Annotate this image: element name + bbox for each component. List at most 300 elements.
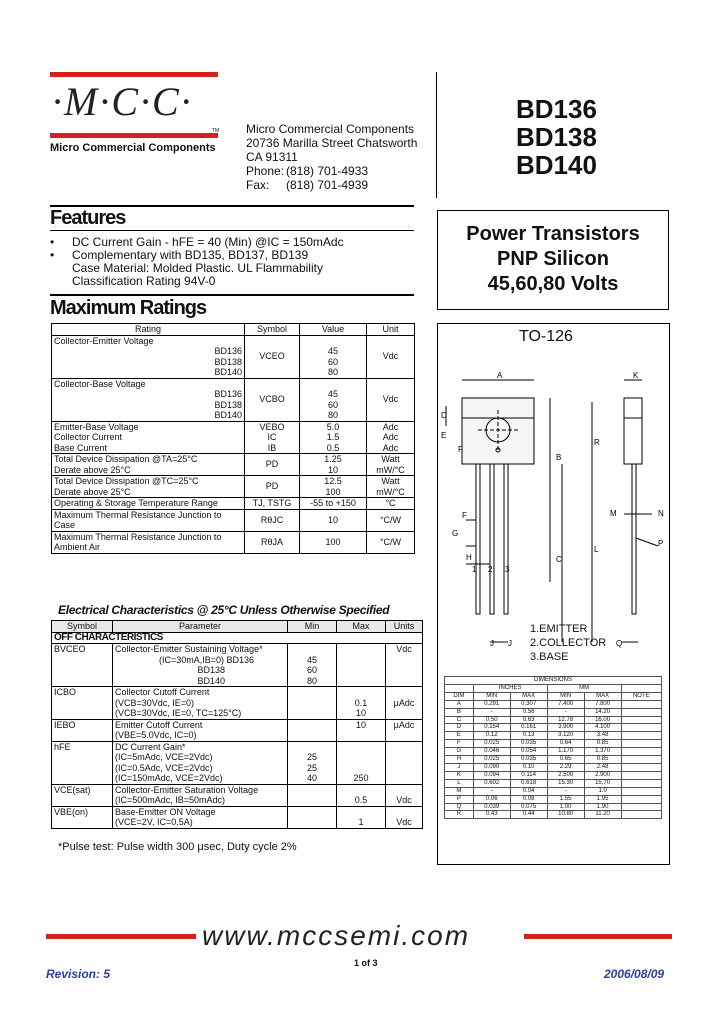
dim-cell: 0.039 — [473, 803, 510, 811]
header-cell: NOTE — [621, 692, 661, 700]
unit: Vdc — [396, 795, 412, 805]
dim-cell: 3.900 — [547, 724, 584, 732]
table-row — [52, 644, 423, 687]
dim-cell: 16.00 — [584, 716, 621, 724]
param-line: (VCB=30Vdc, IE=0) — [115, 697, 195, 708]
dim-cell: 0.161 — [510, 724, 547, 732]
legend-item: 1.EMITTER — [530, 623, 588, 635]
unit: Adc — [382, 421, 399, 432]
dimensions-table — [444, 676, 662, 819]
page-number: 1 of 3 — [354, 958, 378, 968]
table-row — [445, 724, 662, 732]
max-cell — [337, 741, 386, 784]
table-row — [445, 811, 662, 819]
symbol-cell: VCBO — [245, 378, 300, 421]
value-cell — [300, 335, 367, 378]
part-number: BD140 — [516, 150, 597, 180]
rating-text: Case — [54, 520, 76, 530]
dim-label-K: K — [633, 371, 639, 380]
part-number: BD138 — [516, 122, 597, 152]
dim-cell: 0.094 — [473, 771, 510, 779]
dim-cell: K — [445, 771, 474, 779]
rating-cell — [52, 476, 245, 498]
fax-label: Fax: — [246, 178, 270, 192]
value-cell: 100 — [300, 531, 367, 553]
lead-1 — [476, 464, 480, 614]
fax-row — [246, 178, 417, 192]
value: 60 — [327, 356, 338, 367]
unit: Adc — [382, 442, 399, 453]
date: 2006/08/09 — [604, 967, 665, 981]
description-line: 45,60,80 Volts — [487, 273, 619, 295]
dim-cell — [621, 779, 661, 787]
feature-cont: Case Material: Molded Plastic. UL Flammability — [72, 261, 323, 275]
symbol-cell: ICBO — [52, 687, 113, 720]
dim-label-P: P — [658, 539, 664, 548]
dim-cell: 1.95 — [584, 795, 621, 803]
dim-cell: - — [547, 787, 584, 795]
value: 45 — [327, 346, 338, 356]
address-line: CA 91311 — [246, 150, 298, 164]
address-block — [246, 122, 417, 192]
table-row — [52, 741, 423, 784]
legend-item: 3.BASE — [530, 651, 569, 663]
dim-cell: 2.29 — [547, 763, 584, 771]
description-box — [437, 210, 669, 310]
dim-cell: C — [445, 716, 474, 724]
trademark: TM — [212, 128, 220, 134]
param-line: (IC=500mAdc, IB=50mAdc) — [115, 795, 226, 805]
dim-cell: 3.120 — [547, 732, 584, 740]
dim-cell: 10.80 — [547, 811, 584, 819]
table-row — [445, 795, 662, 803]
header-cell: Min — [288, 621, 337, 633]
param-cell — [113, 741, 288, 784]
rating-text: Derate above 25°C — [54, 486, 131, 497]
table-row — [52, 378, 415, 421]
param-cell — [113, 719, 288, 741]
table-row — [445, 748, 662, 756]
dim-cell: G — [445, 748, 474, 756]
lead-3 — [504, 464, 508, 614]
revision: Revision: 5 — [46, 967, 111, 981]
rating-text: Collector-Base Voltage — [54, 378, 146, 389]
dim-cell: 0.85 — [584, 740, 621, 748]
phone-row — [246, 164, 417, 178]
symbol: IC — [267, 432, 277, 442]
dim-label-M: M — [610, 509, 617, 518]
max-cell — [337, 644, 386, 687]
dim-cell: 0.307 — [510, 700, 547, 708]
table-group-row — [445, 684, 662, 692]
header-cell: Unit — [367, 324, 415, 336]
dim-cell: 4.100 — [584, 724, 621, 732]
unit: Watt — [381, 454, 400, 464]
dim-cell: 0.43 — [473, 811, 510, 819]
param-line: (IC=5mAdc, VCE=2Vdc) — [115, 752, 213, 762]
table-row — [445, 779, 662, 787]
dim-cell — [621, 811, 661, 819]
rating-cell — [52, 421, 245, 454]
logo-bottom-bar — [50, 133, 218, 138]
dim-cell: 2.48 — [584, 763, 621, 771]
unit-cell: μAdc — [386, 719, 423, 741]
dim-cell: 0.046 — [473, 748, 510, 756]
value: 250 — [353, 773, 369, 783]
elec-title: Electrical Characteristics @ 25°C Unless Otherwise Specified — [58, 603, 390, 617]
pin-label-1: 1 — [472, 565, 477, 574]
dim-cell: 0.090 — [473, 763, 510, 771]
dim-cell: 1.170 — [547, 748, 584, 756]
unit: Adc — [382, 432, 399, 442]
dim-cell: 0.64 — [547, 740, 584, 748]
table-row — [445, 787, 662, 795]
dim-cell — [621, 732, 661, 740]
param-cell — [113, 644, 288, 687]
dim-cell: 0.025 — [473, 740, 510, 748]
param-line: (IC=0.5Adc, VCE=2Vdc) — [115, 762, 213, 773]
unit-cell — [386, 741, 423, 784]
symbol-cell: RθJA — [245, 531, 300, 553]
value: 12.5 — [324, 476, 342, 486]
unit-cell — [386, 806, 423, 828]
table-row — [445, 708, 662, 716]
symbol: IB — [267, 442, 277, 453]
variant: BD136 — [214, 389, 242, 399]
phone-label: Phone: — [246, 164, 285, 178]
dim-cell: - — [473, 708, 510, 716]
min-cell — [288, 719, 337, 741]
param-line: BD140 — [197, 675, 225, 686]
dim-cell: 0.154 — [473, 724, 510, 732]
max-cell: 10 — [337, 719, 386, 741]
dim-cell — [621, 724, 661, 732]
section-label: OFF CHARACTERISTICS — [52, 632, 423, 644]
header-cell: MAX — [510, 692, 547, 700]
rating-text: Base Current — [54, 442, 108, 453]
value: 25 — [306, 752, 317, 762]
dim-cell: 12.78 — [547, 716, 584, 724]
dim-label-B: B — [556, 453, 562, 462]
param-line: DC Current Gain* — [115, 741, 186, 752]
table-row — [445, 803, 662, 811]
symbol-cell: BVCEO — [52, 644, 113, 687]
param-line: (VCB=30Vdc, IE=0, TC=125°C) — [115, 708, 242, 718]
value: 0.1 — [354, 697, 368, 708]
dim-cell: 0.08 — [510, 795, 547, 803]
unit-cell: °C/W — [367, 531, 415, 553]
table-row — [52, 335, 415, 378]
header-cell: DIM — [445, 692, 474, 700]
unit-cell: °C/W — [367, 509, 415, 531]
header-cell: Rating — [52, 324, 245, 336]
dim-cell: - — [547, 708, 584, 716]
dim-cell: D — [445, 724, 474, 732]
symbol: VEBO — [259, 421, 285, 432]
symbol-cell: VCEO — [245, 335, 300, 378]
dim-cell: 11.20 — [584, 811, 621, 819]
symbol-cell: IEBO — [52, 719, 113, 741]
header-cell: MIN — [473, 692, 510, 700]
dim-cell: J — [445, 763, 474, 771]
variant: BD138 — [214, 356, 242, 367]
footer-bar-left — [46, 934, 196, 939]
bullet-icon: • — [50, 248, 55, 262]
rating-text: Derate above 25°C — [54, 464, 131, 475]
elec-table — [51, 620, 423, 829]
dim-cell: 0.602 — [473, 779, 510, 787]
unit: Watt — [381, 476, 400, 486]
feature-text: Complementary with BD135, BD137, BD139 — [72, 248, 309, 262]
rating-text: Total Device Dissipation @TA=25°C — [54, 454, 198, 464]
symbol-cell: PD — [245, 476, 300, 498]
dim-label-J: J — [490, 639, 494, 648]
address-line: Micro Commercial Components — [246, 122, 415, 136]
rating-cell — [52, 335, 245, 378]
value-cell — [300, 476, 367, 498]
feature-cont: Classification Rating 94V-0 — [72, 274, 216, 288]
dim-label-R: R — [594, 438, 600, 447]
dim-cell: 0.04 — [510, 787, 547, 795]
value: 25 — [306, 762, 317, 773]
table-row — [52, 454, 415, 476]
pin-label-2: 2 — [488, 565, 493, 574]
dim-cell: B — [445, 708, 474, 716]
max-ratings-title: Maximum Ratings — [50, 297, 207, 319]
unit: mW/°C — [376, 464, 405, 475]
dim-label-Q: Q — [616, 639, 623, 648]
table-row — [445, 771, 662, 779]
dim-cell: 0.12 — [473, 732, 510, 740]
company-name: Micro Commercial Components — [50, 142, 216, 154]
max-ratings-rule — [50, 294, 414, 296]
value-cell — [300, 378, 367, 421]
table-row — [445, 732, 662, 740]
logo-top-bar — [50, 72, 218, 77]
table-row — [445, 763, 662, 771]
features-list — [50, 236, 420, 288]
dim-cell: 0.50 — [473, 716, 510, 724]
dim-cell: 0.054 — [510, 748, 547, 756]
value: 80 — [327, 410, 338, 420]
table-row — [52, 531, 415, 553]
value-cell — [300, 454, 367, 476]
value: 80 — [327, 367, 338, 377]
value: 40 — [306, 773, 317, 783]
min-cell — [288, 806, 337, 828]
features-rule-bottom — [50, 230, 414, 231]
package-drawing — [438, 350, 666, 650]
max-cell — [337, 806, 386, 828]
group-header: INCHES — [473, 684, 547, 692]
dim-cell: 0.291 — [473, 700, 510, 708]
dim-cell: 2.900 — [584, 771, 621, 779]
value-cell: -55 to +150 — [300, 498, 367, 510]
dim-label-J2: J — [508, 639, 512, 648]
legend-item: 2.COLLECTOR — [530, 637, 607, 649]
pin-label-3: 3 — [505, 565, 510, 574]
table-row — [445, 700, 662, 708]
min-cell — [288, 741, 337, 784]
dim-cell: Q — [445, 803, 474, 811]
param-cell — [113, 687, 288, 720]
rating-text: Ambient Air — [54, 542, 101, 552]
symbol-cell: RθJC — [245, 509, 300, 531]
dim-cell — [621, 771, 661, 779]
unit-cell: Vdc — [367, 378, 415, 421]
table-row — [52, 784, 423, 806]
dim-cell: R — [445, 811, 474, 819]
param-line: Base-Emitter ON Voltage — [115, 806, 216, 817]
table-row — [52, 687, 423, 720]
table-header-row — [52, 621, 423, 633]
rating-text: Maximum Thermal Resistance Junction to — [54, 531, 222, 542]
dim-cell: 7.800 — [584, 700, 621, 708]
group-header: MM — [547, 684, 621, 692]
variant: BD136 — [214, 346, 242, 356]
value: 60 — [306, 665, 317, 675]
rating-text: Total Device Dissipation @TC=25°C — [54, 476, 199, 486]
rating-text: Maximum Thermal Resistance Junction to — [54, 509, 222, 520]
description-line: PNP Silicon — [497, 248, 609, 270]
dim-label-G: G — [452, 529, 459, 538]
blank-cell — [621, 684, 661, 692]
symbol-cell: VCE(sat) — [52, 784, 113, 806]
param-line: (VCE=2V, IC=0.5A) — [115, 817, 193, 827]
header-cell: Value — [300, 324, 367, 336]
footer-bar-right — [524, 934, 672, 939]
unit-cell — [367, 476, 415, 498]
table-row — [445, 756, 662, 764]
table-title: DIMENSIONS — [445, 677, 662, 685]
param-cell — [113, 784, 288, 806]
unit-cell: Vdc — [386, 644, 423, 687]
dim-cell: 1.0 — [584, 787, 621, 795]
rating-cell — [52, 454, 245, 476]
rating-text: Collector Current — [54, 432, 123, 442]
features-title: Features — [50, 207, 126, 229]
unit-cell — [367, 421, 415, 454]
dim-cell — [621, 756, 661, 764]
value: 1.5 — [326, 432, 340, 442]
param-line: (IC=30mA,IB=0) BD136 — [159, 654, 255, 665]
dim-cell: L — [445, 779, 474, 787]
param-line: (IC=150mAdc, VCE=2Vdc) — [115, 773, 223, 783]
dim-cell: 0.56 — [510, 708, 547, 716]
feature-text: DC Current Gain - hFE = 40 (Min) @IC = 150mAdc — [72, 235, 344, 249]
dim-label-E: E — [441, 431, 447, 440]
website-link[interactable]: www.mccsemi.com — [202, 920, 471, 951]
unit-cell: μAdc — [386, 687, 423, 720]
header-cell: Symbol — [52, 621, 113, 633]
dim-cell: 0.44 — [510, 811, 547, 819]
phone-number: (818) 701-4933 — [286, 164, 369, 178]
dim-cell — [621, 700, 661, 708]
symbol-cell — [245, 421, 300, 454]
dim-cell: 0.618 — [510, 779, 547, 787]
param-line: Collector-Emitter Sustaining Voltage* — [115, 644, 263, 654]
symbol-cell: hFE — [52, 741, 113, 784]
dim-cell: 15.30 — [547, 779, 584, 787]
value: 1 — [358, 817, 364, 827]
dim-label-L: L — [594, 545, 599, 554]
header-cell: Units — [386, 621, 423, 633]
dim-cell: 0.035 — [510, 740, 547, 748]
param-line: Collector Cutoff Current — [115, 687, 210, 697]
dim-cell — [621, 708, 661, 716]
param-line: (VBE=5.0Vdc, IC=0) — [115, 730, 197, 740]
value: 10 — [327, 464, 338, 475]
value-cell: 10 — [300, 509, 367, 531]
unit: Vdc — [396, 817, 412, 827]
dim-cell: M — [445, 787, 474, 795]
dim-cell: 0.114 — [510, 771, 547, 779]
dim-cell: 7.400 — [547, 700, 584, 708]
header-cell: Max — [337, 621, 386, 633]
table-row — [445, 716, 662, 724]
dim-cell: 0.85 — [584, 756, 621, 764]
rating-cell — [52, 378, 245, 421]
dim-label-A: A — [497, 371, 503, 380]
dim-cell: E — [445, 732, 474, 740]
dim-cell: H — [445, 756, 474, 764]
param-cell — [113, 806, 288, 828]
max-cell — [337, 687, 386, 720]
unit-cell: °C — [367, 498, 415, 510]
dim-cell: - — [473, 787, 510, 795]
dim-cell: 0.06 — [473, 795, 510, 803]
table-row — [52, 806, 423, 828]
dim-cell: 3.48 — [584, 732, 621, 740]
description-line: Power Transistors — [466, 223, 640, 245]
table-header-row — [52, 324, 415, 336]
dim-cell: 1.90 — [584, 803, 621, 811]
dim-cell — [621, 740, 661, 748]
table-row — [52, 509, 415, 531]
dim-cell — [621, 795, 661, 803]
table-title-row — [445, 677, 662, 685]
dim-cell: 2.500 — [547, 771, 584, 779]
dim-cell: 14.20 — [584, 708, 621, 716]
param-line: BD138 — [197, 665, 225, 675]
dim-cell — [621, 763, 661, 771]
unit-cell — [386, 784, 423, 806]
min-cell — [288, 644, 337, 687]
table-header-row — [445, 692, 662, 700]
dim-cell: F — [445, 740, 474, 748]
dim-cell: 0.075 — [510, 803, 547, 811]
dim-cell: 0.13 — [510, 732, 547, 740]
value: 100 — [325, 486, 341, 497]
dim-cell: A — [445, 700, 474, 708]
value: 45 — [306, 654, 317, 665]
bullet-icon: • — [50, 235, 55, 249]
value: 1.25 — [324, 454, 342, 464]
max-cell — [337, 784, 386, 806]
table-row — [445, 740, 662, 748]
dim-cell: 0.63 — [510, 716, 547, 724]
unit: mW/°C — [376, 486, 405, 497]
side-view-body — [624, 398, 642, 464]
value: 10 — [355, 708, 366, 718]
package-name: TO-126 — [519, 328, 573, 345]
symbol-cell: VBE(on) — [52, 806, 113, 828]
rating-cell — [52, 531, 245, 553]
section-row — [52, 632, 423, 644]
header-cell: Symbol — [245, 324, 300, 336]
header-cell: Parameter — [113, 621, 288, 633]
header-cell: MIN — [547, 692, 584, 700]
